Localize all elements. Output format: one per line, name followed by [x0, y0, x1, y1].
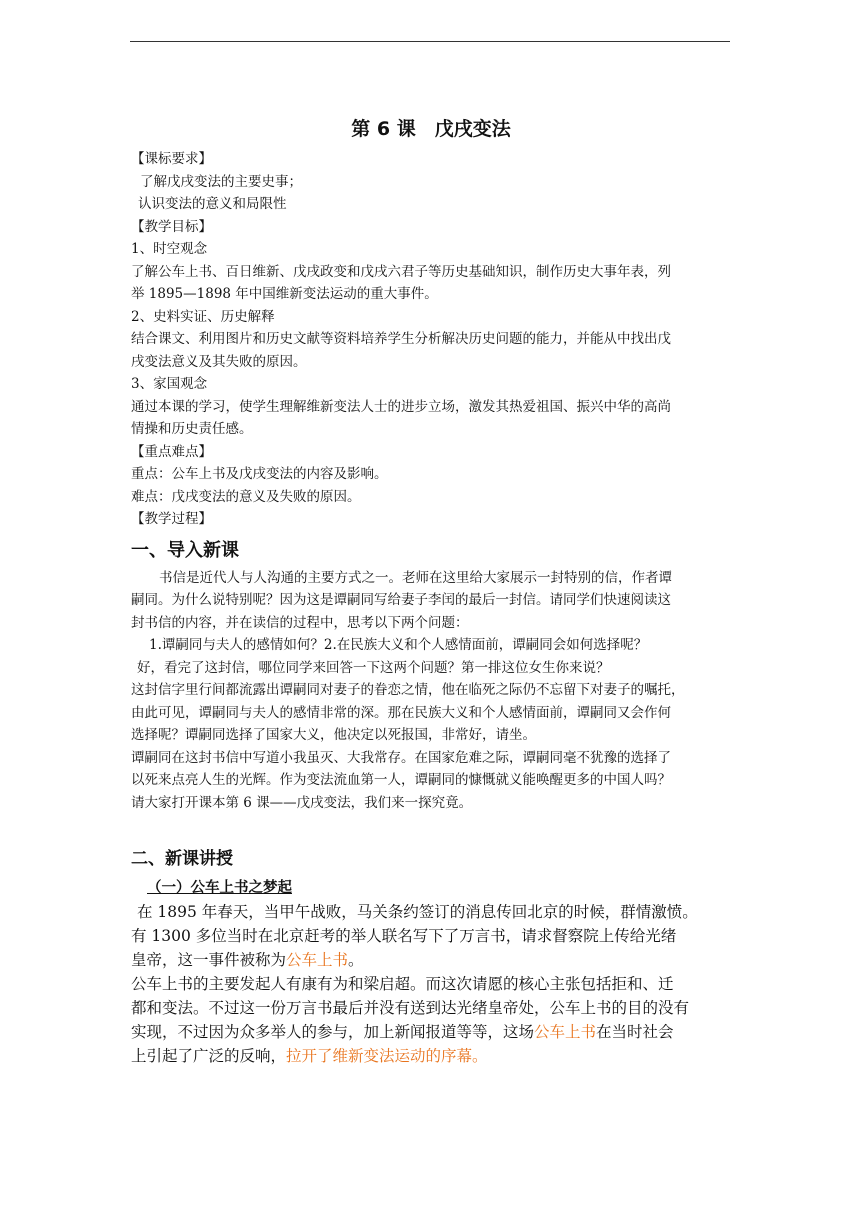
goal-text: 通过本课的学习，使学生理解维新变法人士的进步立场，激发其热爱祖国、振兴中华的高尚 [131, 398, 671, 415]
paragraph-line: 以死来点亮人生的光辉。作为变法流血第一人，谭嗣同的慷慨就义能唤醒更多的中国人吗？ [131, 772, 671, 788]
paragraph-line: 由此可见，谭嗣同与夫人的感情非常的深。那在民族大义和个人感情面前，谭嗣同又会作何 [131, 704, 671, 721]
paragraph-line: 在 1895 年春天，当甲午战败，马关条约签订的消息传回北京的时候，群情激愤。 [137, 903, 698, 921]
process-heading: 【教学过程】 [131, 511, 212, 527]
paragraph-line: 选择呢？谭嗣同选择了国家大义，他决定以死报国，非常好，请坐。 [131, 727, 536, 743]
text-segment: 上引起了广泛的反响， [131, 1047, 287, 1065]
text-segment: 。 [348, 951, 364, 969]
paragraph-line: 都和变法。不过这一份万言书最后并没有送到达光绪皇帝处，公车上书的目的没有 [131, 999, 690, 1017]
paragraph-line: 好，看完了这封信，哪位同学来回答一下这两个问题？第一排这位女生你来说？ [137, 659, 610, 676]
paragraph-line: 书信是近代人与人沟通的主要方式之一。老师在这里给大家展示一封特别的信，作者谭 [159, 569, 672, 586]
requirement-heading: 【课标要求】 [131, 151, 212, 167]
requirement-item: 了解戊戌变法的主要史事； [140, 173, 302, 190]
key-point: 重点：公车上书及戊戌变法的内容及影响。 [131, 466, 388, 482]
paragraph-line: 公车上书的主要发起人有康有为和梁启超。而这次请愿的核心主张包括拒和、迁 [131, 975, 674, 993]
text-segment: 皇帝，这一事件被称为 [131, 951, 287, 969]
paragraph-line: 请大家打开课本第 6 课——戊戌变法，我们来一探究竟。 [131, 794, 473, 811]
subsection-heading [131, 876, 731, 900]
goal-title: 3、家国观念 [131, 376, 208, 392]
paragraph-line: 嗣同。为什么说特别呢？因为这是谭嗣同写给妻子李闰的最后一封信。请同学们快速阅读这 [131, 592, 671, 608]
subsection-heading-text: （一）公车上书之梦起 [147, 880, 292, 896]
goal-text: 结合课文、利用图片和历史文献等资料培养学生分析解决历史问题的能力，并能从中找出戊 [131, 331, 671, 347]
goal-text: 戌变法意义及其失败的原因。 [131, 353, 307, 370]
text-segment: 实现，不过因为众多举人的参与，加上新闻报道等等，这场 [131, 1023, 535, 1041]
difficulty-point: 难点：戊戌变法的意义及失败的原因。 [131, 488, 361, 505]
section-heading-new-lesson: 二、新课讲授 [131, 849, 233, 869]
paragraph-line: 封书信的内容，并在读信的过程中，思考以下两个问题： [131, 614, 469, 631]
paragraph-line: 有 1300 多位当时在北京赶考的举人联名写下了万言书，请求督察院上传给光绪 [131, 927, 677, 945]
key-heading: 【重点难点】 [131, 443, 212, 460]
paragraph-line [131, 948, 731, 972]
document-body [131, 112, 731, 1068]
questions-line: 1.谭嗣同与夫人的感情如何？2.在民族大义和个人感情面前，谭嗣同会如何选择呢？ [149, 637, 648, 653]
goal-text: 情操和历史责任感。 [131, 421, 253, 437]
goal-text: 了解公车上书、百日维新、戊戌政变和戊戌六君子等历史基础知识，制作历史大事年表，列 [131, 263, 671, 280]
paragraph-line [131, 1020, 731, 1044]
lesson-title: 第 6 课 戊戌变法 [351, 118, 511, 140]
highlight-text: 公车上书 [534, 1023, 597, 1041]
paragraph-line: 谭嗣同在这封书信中写道小我虽灭、大我常存。在国家危难之际，谭嗣同毫不犹豫的选择了 [131, 749, 671, 766]
paragraph-line [131, 1044, 731, 1068]
goal-title: 2、史料实证、历史解释 [131, 308, 275, 325]
requirement-item: 认识变法的意义和局限性 [138, 196, 287, 212]
header-rule [130, 41, 730, 42]
highlight-text: 公车上书 [286, 951, 349, 969]
section-heading-intro: 一、导入新课 [131, 539, 239, 561]
goals-heading: 【教学目标】 [131, 218, 212, 235]
text-segment: 在当时社会 [596, 1023, 674, 1041]
goal-text: 举 1895—1898 年中国维新变法运动的重大事件。 [131, 286, 438, 302]
highlight-text: 拉开了维新变法运动的序幕。 [286, 1047, 488, 1065]
paragraph-line: 这封信字里行间都流露出谭嗣同对妻子的眷恋之情，他在临死之际仍不忘留下对妻子的嘱托， [131, 682, 685, 698]
goal-title: 1、时空观念 [131, 241, 208, 257]
